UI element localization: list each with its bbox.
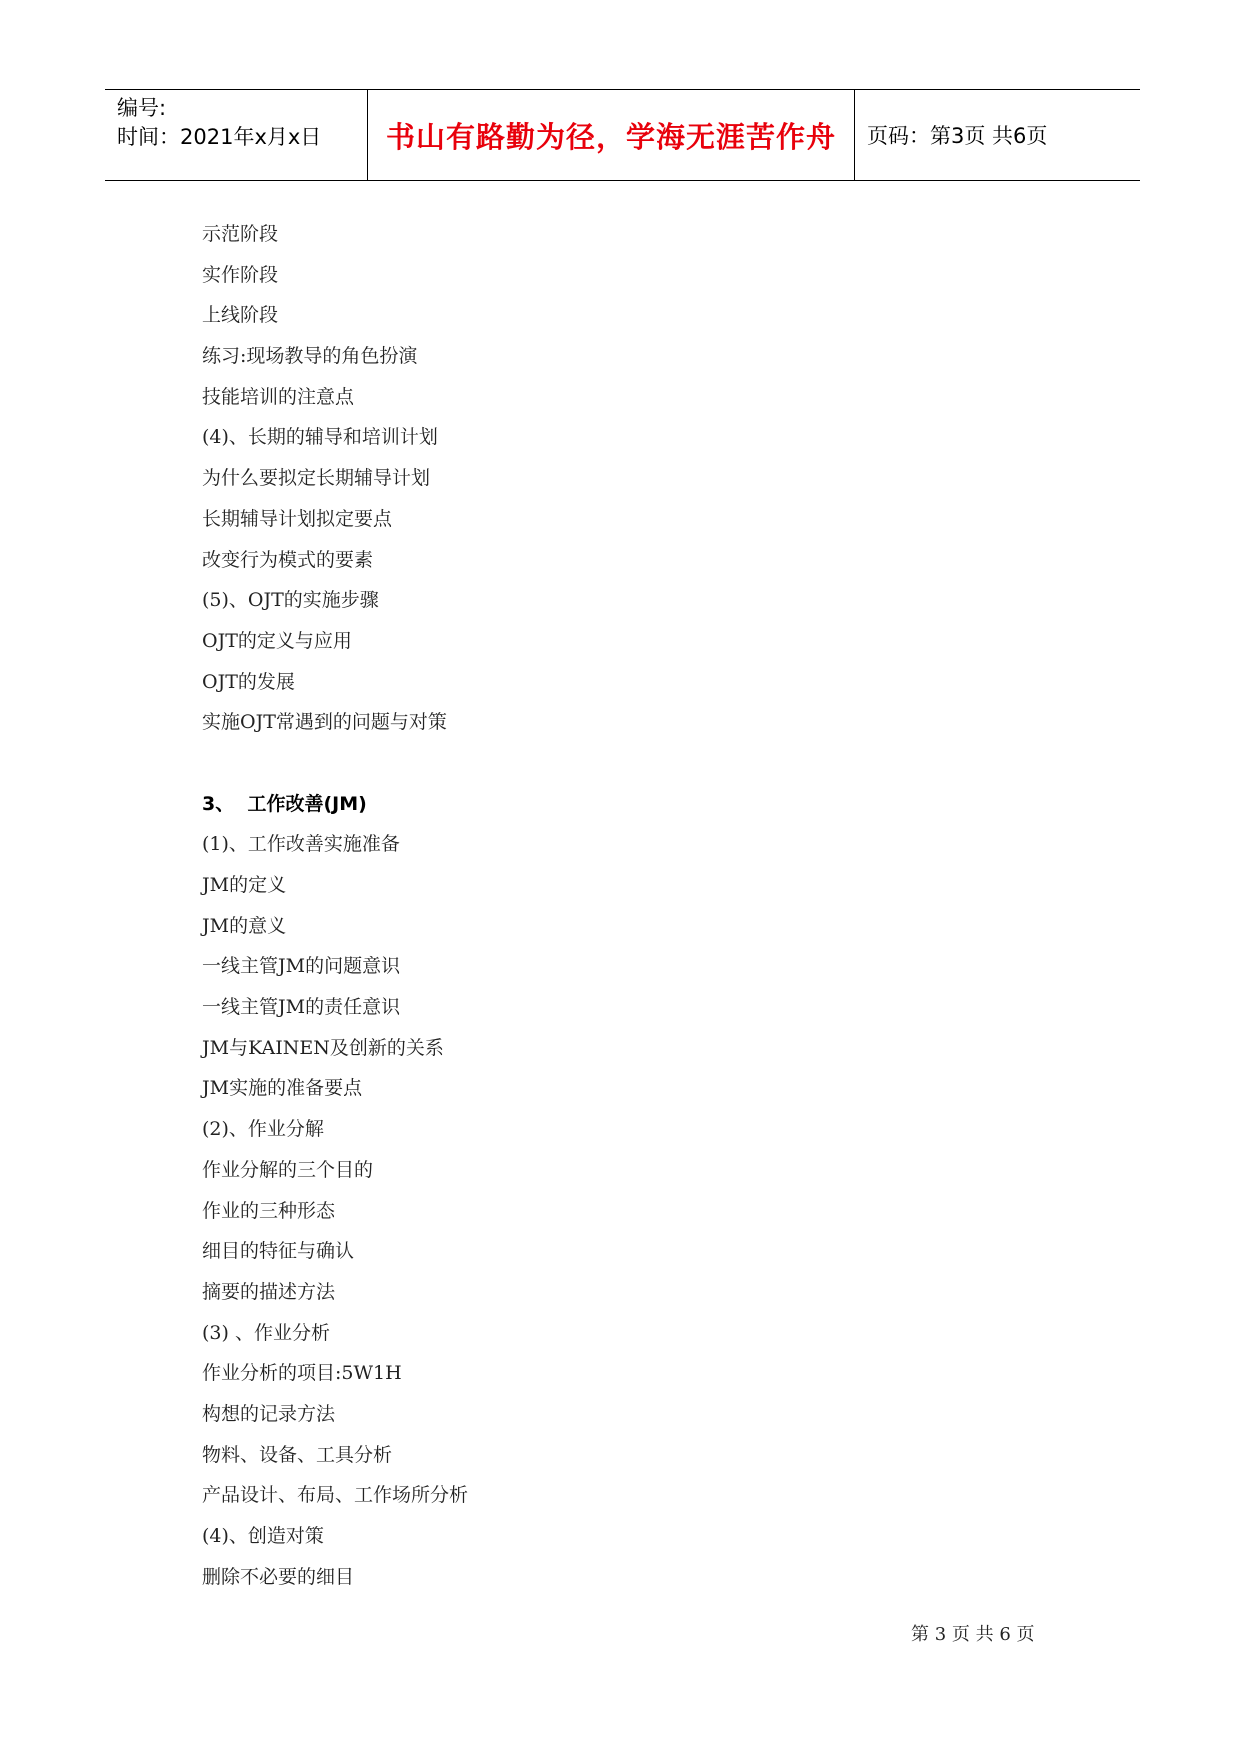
page-number-label: 页码：第3页 共6页 (867, 124, 1048, 148)
body-line: 实作阶段 (202, 263, 279, 286)
body-line: 练习:现场教导的角色扮演 (202, 345, 418, 368)
header-right-cell (855, 90, 1140, 180)
body-line: JM的意义 (202, 914, 287, 937)
document-body (202, 214, 468, 1597)
body-line: (3) 、作业分析 (202, 1321, 330, 1344)
body-line: 一线主管JM的责任意识 (202, 996, 401, 1019)
body-line: 长期辅导计划拟定要点 (202, 507, 393, 530)
body-line: 细目的特征与确认 (202, 1240, 355, 1263)
body-line: 作业分解的三个目的 (202, 1158, 374, 1181)
body-line: JM的定义 (202, 874, 287, 896)
body-line: 摘要的描述方法 (202, 1280, 336, 1303)
body-line: 示范阶段 (202, 223, 279, 245)
header-left-cell (105, 90, 368, 180)
body-line: (4)、创造对策 (202, 1525, 324, 1547)
body-line: (5)、OJT的实施步骤 (202, 589, 379, 612)
body-line: 构想的记录方法 (202, 1402, 336, 1425)
slogan-text: 书山有路勤为径，学海无涯苦作舟 (385, 119, 836, 154)
body-line: 作业分析的项目:5W1H (202, 1362, 402, 1385)
body-line: (1)、工作改善实施准备 (202, 833, 400, 856)
body-line: 上线阶段 (202, 304, 279, 327)
body-line: 删除不必要的细目 (202, 1565, 355, 1588)
body-line: 一线主管JM的问题意识 (202, 955, 401, 978)
body-line: JM与KAINEN及创新的关系 (202, 1036, 444, 1059)
body-line: 改变行为模式的要素 (202, 548, 374, 571)
body-line: 产品设计、布局、工作场所分析 (202, 1484, 469, 1507)
body-line: (2)、作业分解 (202, 1118, 324, 1141)
body-line: JM实施的准备要点 (202, 1077, 363, 1100)
body-line: 为什么要拟定长期辅导计划 (202, 467, 431, 490)
number-label: 编号: (117, 96, 167, 120)
body-line: 作业的三种形态 (202, 1199, 336, 1222)
body-line: (4)、长期的辅导和培训计划 (202, 426, 438, 449)
body-line: OJT的发展 (202, 670, 295, 693)
body-line: 技能培训的注意点 (202, 385, 355, 408)
page-header (105, 89, 1140, 181)
body-line: 物料、设备、工具分析 (202, 1443, 393, 1466)
section-heading: 3、 工作改善(JM) (202, 792, 367, 815)
blank-line (202, 743, 468, 784)
body-line: 实施OJT常遇到的问题与对策 (202, 711, 447, 734)
page-footer: 第 3 页 共 6 页 (911, 1624, 1035, 1645)
body-line: OJT的定义与应用 (202, 629, 352, 652)
date-label: 时间：2021年x月x日 (117, 125, 322, 149)
header-slogan-cell (368, 90, 855, 180)
